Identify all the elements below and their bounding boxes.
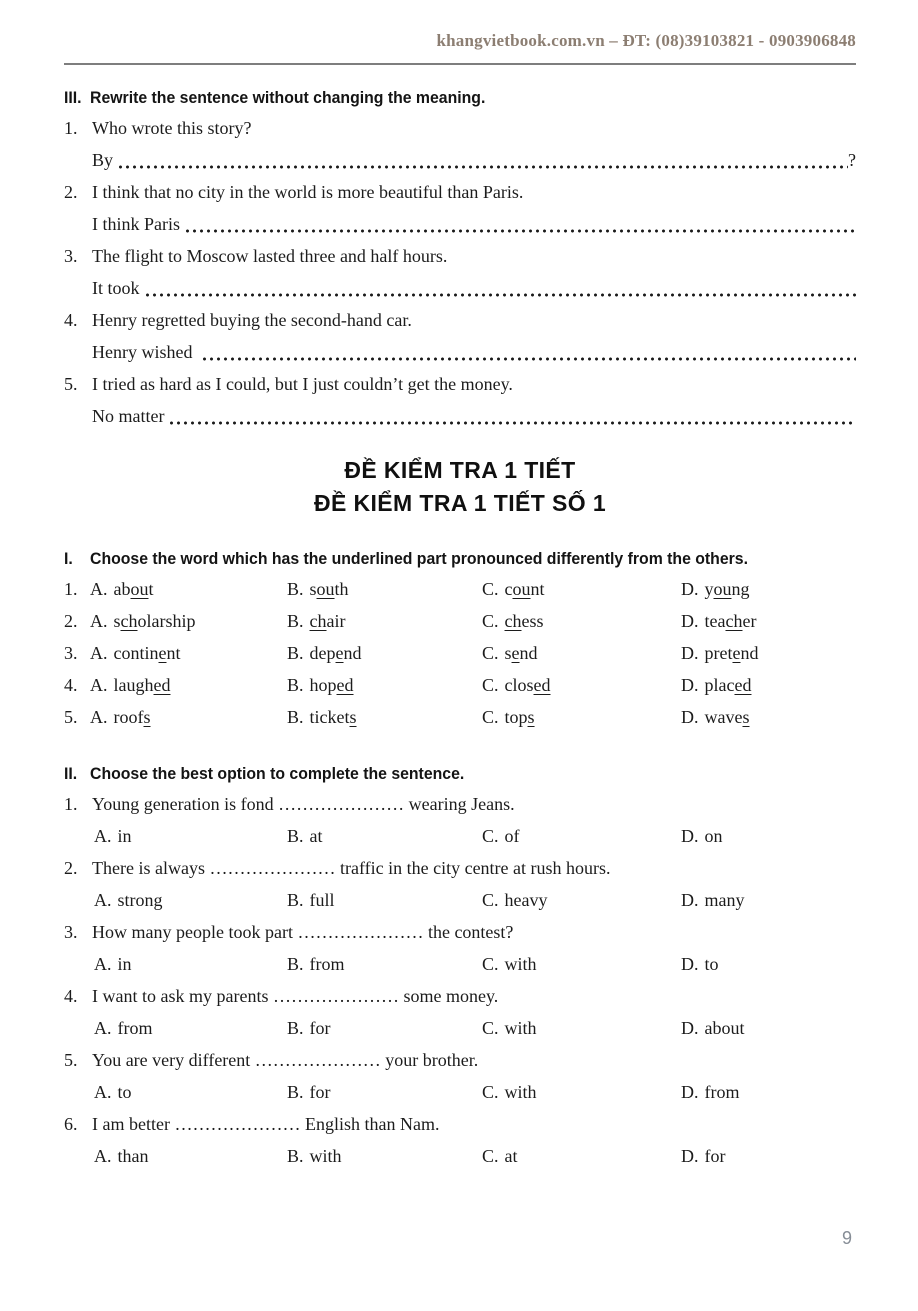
pronunciation-row [64, 637, 856, 669]
underlined-part: s [742, 707, 750, 727]
row-number: 5. [64, 707, 78, 727]
mc-option [94, 1076, 287, 1108]
option-label: D. [681, 826, 699, 846]
mc-option [94, 1012, 287, 1044]
underlined-part: e [732, 643, 741, 663]
answer-blank-line [92, 400, 856, 432]
mc-options-row [64, 1140, 856, 1172]
dotted-leader [199, 336, 856, 368]
mc-options-row [64, 1012, 856, 1044]
question-number: 5. [64, 1050, 78, 1070]
option-label: C. [482, 707, 499, 727]
option-word: laughed [113, 675, 171, 695]
mc-question-line [64, 788, 856, 820]
option-text: from [704, 1082, 740, 1102]
pronunciation-option [90, 701, 287, 733]
mc-option [287, 1076, 482, 1108]
answer-prefix: I think Paris [92, 214, 180, 234]
underlined-part: ou [316, 579, 335, 599]
mc-option [287, 820, 482, 852]
option-word: depend [309, 643, 362, 663]
option-label: D. [681, 611, 699, 631]
pronunciation-option [287, 573, 482, 605]
test-title-line1: ĐỀ KIỂM TRA 1 TIẾT [344, 457, 576, 483]
underlined-part: ed [153, 675, 171, 695]
option-word: chair [309, 611, 346, 631]
section-i-title: Choose the word which has the underlined part pronounced differently from the others. [90, 549, 748, 568]
option-word: young [704, 579, 750, 599]
option-label: C. [482, 890, 499, 910]
mc-options-row [64, 948, 856, 980]
mc-question-line [64, 1108, 856, 1140]
question-number: 6. [64, 1114, 78, 1134]
multiple-choice-list [64, 788, 856, 1172]
option-label: A. [94, 890, 112, 910]
question-stem: I am better ………………… English than Nam. [92, 1114, 440, 1134]
question-number: 4. [64, 986, 78, 1006]
header-rule [64, 63, 856, 65]
option-text: in [117, 826, 132, 846]
section-ii-number: II. [64, 764, 78, 783]
pronunciation-row [64, 573, 856, 605]
mc-option [482, 1140, 681, 1172]
underlined-part: ch [309, 611, 327, 631]
option-text: in [117, 954, 132, 974]
option-word: tops [504, 707, 535, 727]
question-number: 4. [64, 310, 78, 330]
pronunciation-rows-list [64, 573, 856, 733]
option-label: A. [94, 1018, 112, 1038]
option-text: for [704, 1146, 726, 1166]
option-label: A. [90, 643, 108, 663]
mc-option [681, 948, 856, 980]
pronunciation-option [681, 573, 856, 605]
pronunciation-option [90, 573, 287, 605]
mc-option [94, 948, 287, 980]
option-word: closed [504, 675, 551, 695]
option-text: to [704, 954, 719, 974]
mc-option [94, 1140, 287, 1172]
mc-option [94, 820, 287, 852]
underlined-part: e [511, 643, 520, 663]
option-label: B. [287, 826, 304, 846]
answer-prefix: No matter [92, 406, 165, 426]
option-label: C. [482, 1018, 499, 1038]
question-stem: I want to ask my parents ………………… some money. [92, 986, 499, 1006]
question-stem: How many people took part ………………… the contest? [92, 922, 514, 942]
option-text: full [309, 890, 335, 910]
option-text: heavy [504, 890, 548, 910]
option-text: from [309, 954, 345, 974]
option-word: chess [504, 611, 544, 631]
dotted-leader [182, 208, 856, 240]
test-title [64, 454, 856, 520]
question-number: 1. [64, 794, 78, 814]
option-text: for [309, 1082, 331, 1102]
option-label: B. [287, 579, 304, 599]
option-label: B. [287, 611, 304, 631]
question-number: 2. [64, 858, 78, 878]
underlined-part: ch [120, 611, 138, 631]
option-label: A. [90, 611, 108, 631]
option-label: A. [94, 1146, 112, 1166]
question-number: 2. [64, 182, 78, 202]
option-label: B. [287, 1018, 304, 1038]
pronunciation-option [287, 701, 482, 733]
option-label: D. [681, 1146, 699, 1166]
rewrite-question-line [64, 112, 856, 144]
option-text: for [309, 1018, 331, 1038]
question-stem: Young generation is fond ………………… wearing Jeans. [92, 794, 515, 814]
option-label: D. [681, 643, 699, 663]
option-label: A. [90, 707, 108, 727]
pronunciation-option [482, 701, 681, 733]
mc-option [681, 1012, 856, 1044]
answer-blank-line [92, 208, 856, 240]
mc-option [681, 1140, 856, 1172]
answer-prefix: By [92, 150, 114, 170]
option-text: with [504, 1082, 537, 1102]
underlined-part: e [158, 643, 167, 663]
row-number: 4. [64, 675, 78, 695]
mc-question-line [64, 980, 856, 1012]
option-label: D. [681, 707, 699, 727]
option-label: B. [287, 675, 304, 695]
mc-option [681, 820, 856, 852]
question-stem: There is always ………………… traffic in the city centre at rush hours. [92, 858, 611, 878]
option-word: hoped [309, 675, 354, 695]
mc-option [482, 1012, 681, 1044]
mc-option [482, 820, 681, 852]
option-text: from [117, 1018, 153, 1038]
option-label: B. [287, 1082, 304, 1102]
pronunciation-option [287, 605, 482, 637]
option-label: B. [287, 954, 304, 974]
option-text: with [504, 1018, 537, 1038]
pronunciation-option [90, 605, 287, 637]
option-text: with [504, 954, 537, 974]
underlined-part: ou [130, 579, 149, 599]
mc-options-row [64, 820, 856, 852]
mc-option [482, 1076, 681, 1108]
row-number: 2. [64, 611, 78, 631]
underlined-part: s [143, 707, 151, 727]
pronunciation-option [681, 669, 856, 701]
underlined-part: e [335, 643, 344, 663]
pronunciation-option [681, 701, 856, 733]
answer-blank-line [92, 272, 856, 304]
option-label: B. [287, 1146, 304, 1166]
option-label: D. [681, 890, 699, 910]
mc-option [287, 884, 482, 916]
pronunciation-option [287, 637, 482, 669]
option-label: C. [482, 1146, 499, 1166]
option-label: A. [90, 675, 108, 695]
option-text: to [117, 1082, 132, 1102]
test-title-line2: ĐỀ KIỂM TRA 1 TIẾT SỐ 1 [313, 490, 607, 516]
answer-prefix: It took [92, 278, 140, 298]
answer-blank-line [92, 336, 856, 368]
pronunciation-row [64, 701, 856, 733]
page-number: 9 [841, 1228, 852, 1248]
pronunciation-option [482, 573, 681, 605]
option-word: about [113, 579, 154, 599]
option-text: about [704, 1018, 745, 1038]
option-text: at [504, 1146, 518, 1166]
section-i-number: I. [64, 549, 73, 568]
pronunciation-row [64, 605, 856, 637]
underlined-part: s [349, 707, 357, 727]
mc-option [287, 1140, 482, 1172]
mc-question-line [64, 916, 856, 948]
question-number: 5. [64, 374, 78, 394]
question-number: 3. [64, 246, 78, 266]
option-label: C. [482, 954, 499, 974]
page-header [64, 31, 856, 51]
option-label: D. [681, 1082, 699, 1102]
mc-question-line [64, 852, 856, 884]
option-text: than [117, 1146, 149, 1166]
option-label: D. [681, 1018, 699, 1038]
pronunciation-row [64, 669, 856, 701]
section-i-heading [64, 547, 856, 571]
rewrite-question-line [64, 240, 856, 272]
option-word: tickets [309, 707, 357, 727]
option-label: C. [482, 1082, 499, 1102]
option-word: pretend [704, 643, 759, 663]
option-text: of [504, 826, 520, 846]
option-label: C. [482, 643, 499, 663]
mc-options-row [64, 1076, 856, 1108]
pronunciation-option [482, 669, 681, 701]
option-label: C. [482, 826, 499, 846]
underlined-part: ed [336, 675, 354, 695]
question-number: 3. [64, 922, 78, 942]
option-word: continent [113, 643, 181, 663]
option-word: scholarship [113, 611, 196, 631]
question-text: I tried as hard as I could, but I just couldn’t get the money. [92, 374, 513, 394]
option-label: D. [681, 954, 699, 974]
mc-option [287, 948, 482, 980]
pronunciation-option [681, 605, 856, 637]
option-label: C. [482, 611, 499, 631]
underlined-part: ch [725, 611, 743, 631]
option-word: roofs [113, 707, 151, 727]
question-stem: You are very different ………………… your brother. [92, 1050, 479, 1070]
question-number: 1. [64, 118, 78, 138]
question-text: Henry regretted buying the second-hand car. [92, 310, 412, 330]
option-label: A. [94, 826, 112, 846]
pronunciation-option [287, 669, 482, 701]
rewrite-items-list [64, 112, 856, 432]
dotted-leader [166, 400, 856, 432]
rewrite-question-line [64, 176, 856, 208]
mc-option [681, 884, 856, 916]
row-number: 3. [64, 643, 78, 663]
pronunciation-option [482, 637, 681, 669]
underlined-part: s [527, 707, 535, 727]
answer-blank-line [92, 144, 856, 176]
mc-option [482, 948, 681, 980]
option-label: B. [287, 707, 304, 727]
option-label: D. [681, 675, 699, 695]
answer-prefix: Henry wished [92, 342, 197, 362]
mc-option [681, 1076, 856, 1108]
option-word: waves [704, 707, 750, 727]
dotted-leader [142, 272, 857, 304]
option-word: south [309, 579, 349, 599]
section-ii-heading [64, 762, 856, 786]
question-text: The flight to Moscow lasted three and half hours. [92, 246, 448, 266]
option-text: with [309, 1146, 342, 1166]
option-label: C. [482, 579, 499, 599]
option-text: at [309, 826, 323, 846]
rewrite-question-line [64, 368, 856, 400]
section-iii-heading [64, 86, 856, 110]
section-iii-number: III. [64, 88, 82, 107]
option-label: B. [287, 643, 304, 663]
mc-question-line [64, 1044, 856, 1076]
option-text: many [704, 890, 745, 910]
underlined-part: ch [504, 611, 522, 631]
mc-option [287, 1012, 482, 1044]
option-label: A. [94, 1082, 112, 1102]
question-text: I think that no city in the world is more beautiful than Paris. [92, 182, 524, 202]
mc-option [94, 884, 287, 916]
underlined-part: ou [713, 579, 732, 599]
header-text: khangvietbook.com.vn – ĐT: (08)39103821 - 0903906848 [436, 31, 856, 50]
dotted-leader [115, 144, 848, 176]
option-label: D. [681, 579, 699, 599]
question-text: Who wrote this story? [92, 118, 252, 138]
mc-option [482, 884, 681, 916]
pronunciation-option [482, 605, 681, 637]
option-label: A. [94, 954, 112, 974]
mc-options-row [64, 884, 856, 916]
option-word: send [504, 643, 538, 663]
underlined-part: ou [512, 579, 531, 599]
underlined-part: ed [533, 675, 551, 695]
option-text: strong [117, 890, 163, 910]
option-label: B. [287, 890, 304, 910]
option-label: A. [90, 579, 108, 599]
option-word: placed [704, 675, 752, 695]
row-number: 1. [64, 579, 78, 599]
option-text: on [704, 826, 723, 846]
answer-suffix: ? [848, 150, 856, 170]
option-word: teacher [704, 611, 757, 631]
option-word: count [504, 579, 545, 599]
section-ii-title: Choose the best option to complete the sentence. [90, 764, 465, 783]
pronunciation-option [681, 637, 856, 669]
underlined-part: ed [734, 675, 752, 695]
option-label: C. [482, 675, 499, 695]
rewrite-question-line [64, 304, 856, 336]
pronunciation-option [90, 669, 287, 701]
pronunciation-option [90, 637, 287, 669]
section-iii-title: Rewrite the sentence without changing the meaning. [90, 88, 486, 107]
